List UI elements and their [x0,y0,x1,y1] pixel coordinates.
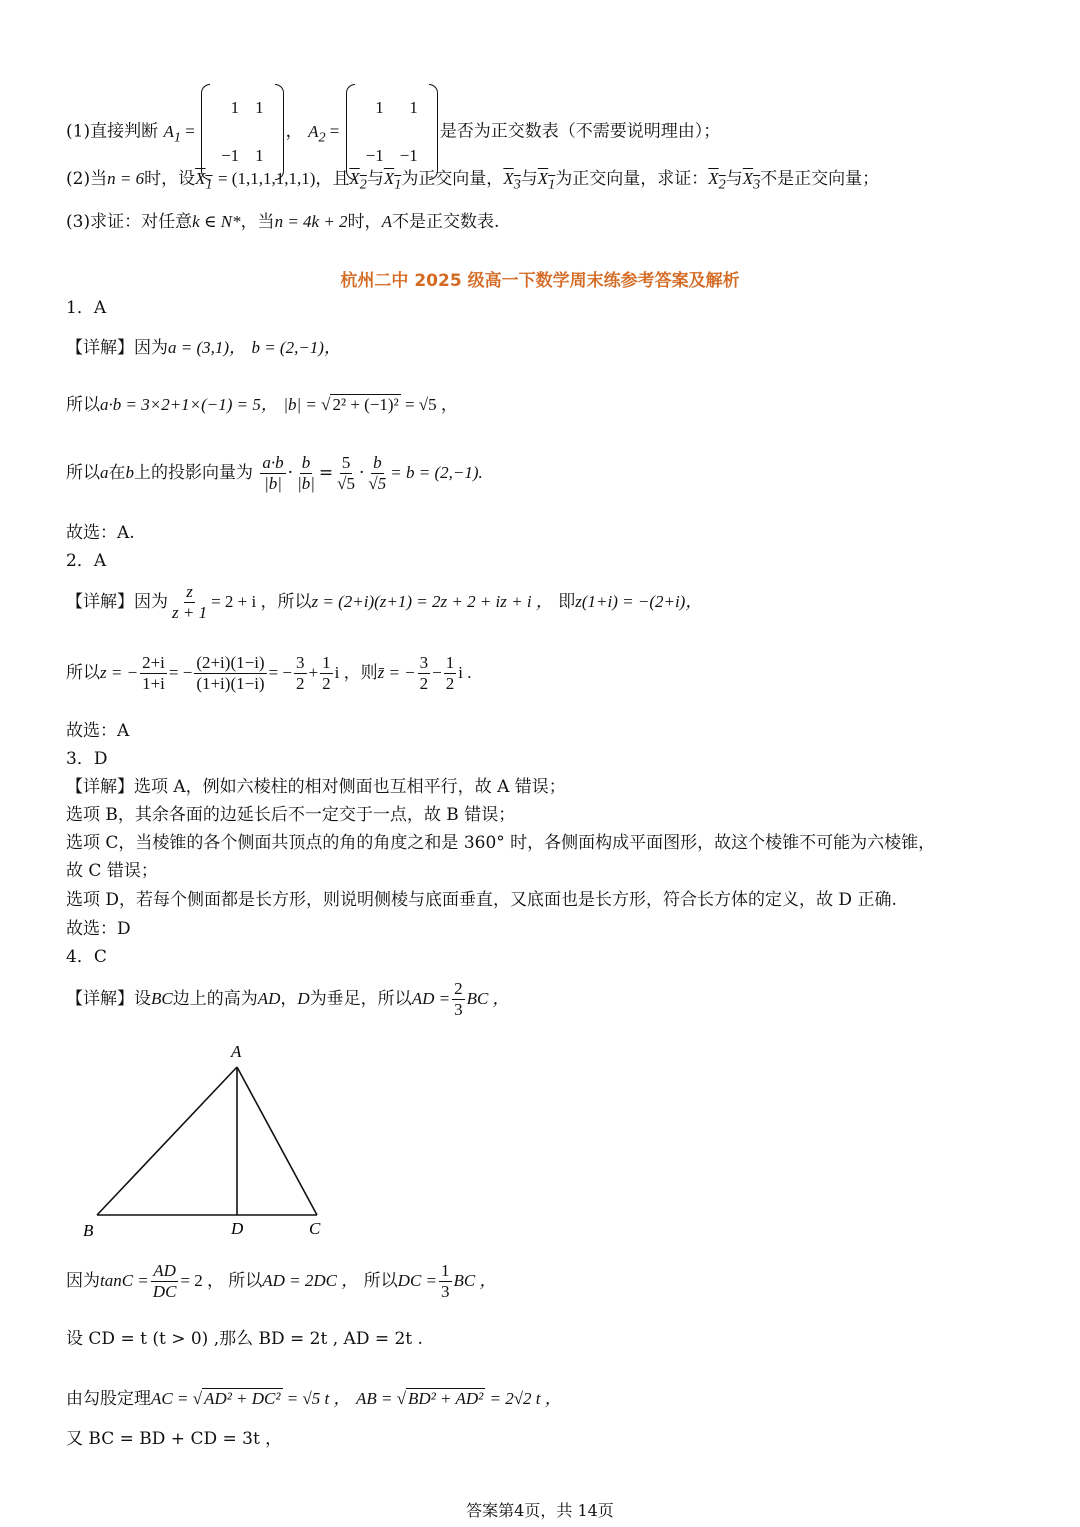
answer-3-line-5: 选项 D，若每个侧面都是长方形，则说明侧棱与底面垂直，又底面也是长方形，符合长方体的定义，故 D 正确. [66,890,897,910]
label-b: B [83,1221,94,1240]
question-1: (1)直接判断 $A_1$ = 1 1 −1 1 ， $A_2$ = 1 1 −1 −1 是否为正交数表（不需要说明理由）； [66,84,720,180]
answer-2-line-1: 【详解】因为 $\frac{z}{z + 1}$ = 2 + i ，所以z = (2+i)(z+1) = 2z + 2 + iz + i ， 即z(1+i) = −(2+i)， [66,582,703,622]
side-ab [97,1067,237,1215]
answer-3-line-1: 【详解】选项 A，例如六棱柱的相对侧面也互相平行，故 A 错误； [66,777,566,797]
answer-4-line-1: 【详解】设BC边上的高为AD，D为垂足，所以AD = $\frac{2}{3}$ BC ， [66,979,510,1019]
answer-3-line-2: 选项 B，其余各面的边延长后不一定交于一点，故 B 错误； [66,805,516,825]
answer-2-line-2: 所以z = − $\frac{2+i}{1+i}$ = − $\frac{(2+i)(1-i)}{(1+i)(1-i)}$ = − $\frac{3}{2}$ + $\frac{1}{2}$ i ，则z̄ = − $\frac{3}{2}$ − $\frac{1}{2}$ i . [66,653,472,693]
question-2: (2)当n = 6时，设$X_1 = (1,1,1,1,1,1)$，且$X_2$与$X_1$为正交向量，$X_3$与$X_1$为正交向量，求证：$X_2$与$X_3$不是正交向量； [66,169,880,193]
answer-4-line-4: 由勾股定理AC = √ AD² + DC² = √5 t ， AB = √ BD² + AD² = 2√2 t ， [66,1389,562,1409]
answer-4-head: 4．C [66,947,107,967]
answer-3-head: 3．D [66,749,108,769]
question-3: (3)求证：对任意k ∈ N*，当n = 4k + 2时，A不是正交数表. [66,212,500,232]
triangle-figure [75,1040,375,1250]
answer-3-choose: 故选：D [66,919,131,939]
answer-3-line-3: 选项 C，当棱锥的各个侧面共顶点的角的角度之和是 360° 时，各侧面构成平面图形，故这个棱锥不可能为六棱锥， [66,833,936,853]
answer-4-line-2: 因为tanC = $\frac{AD}{DC}$ = 2 ， 所以AD = 2DC ， 所以DC = $\frac{1}{3}$ BC ， [66,1261,497,1301]
label-a: A [231,1042,242,1061]
answer-1-line-3: 所以a在b上的投影向量为 $\frac{a\cdot b}{|b|}$ · $\frac{b}{|b|}$ = $\frac{5}{√5}$ · $\frac{b}{√5}$ = b = (2,−1). [66,453,483,493]
matrix-a2: 1 1 −1 −1 [346,84,438,180]
answer-1-head: 1．A [66,298,107,318]
answer-2-head: 2．A [66,551,107,571]
answer-1-line-1: 【详解】因为a = (3,1)， b = (2,−1)， [66,338,341,358]
answer-4-line-5: 又 BC = BD + CD = 3t ， [66,1429,283,1449]
answers-title: 杭州二中 2025 级高一下数学周末练参考答案及解析 [340,271,740,291]
answer-1-line-2: 所以a·b = 3×2+1×(−1) = 5， |b| = √ 2² + (−1)² = √5 ， [66,395,458,415]
page-footer: 答案第4页，共 14页 [466,1501,614,1520]
answer-1-choose: 故选：A. [66,523,135,543]
matrix-a1: 1 1 −1 1 [201,84,284,180]
answer-4-line-3: 设 CD = t (t > 0) ,那么 BD = 2t , AD = 2t . [66,1329,423,1349]
label-d: D [231,1219,244,1238]
label-c: C [309,1219,321,1238]
answer-2-choose: 故选：A [66,721,130,741]
side-ac [237,1067,317,1215]
answer-3-line-4: 故 C 错误； [66,861,158,881]
